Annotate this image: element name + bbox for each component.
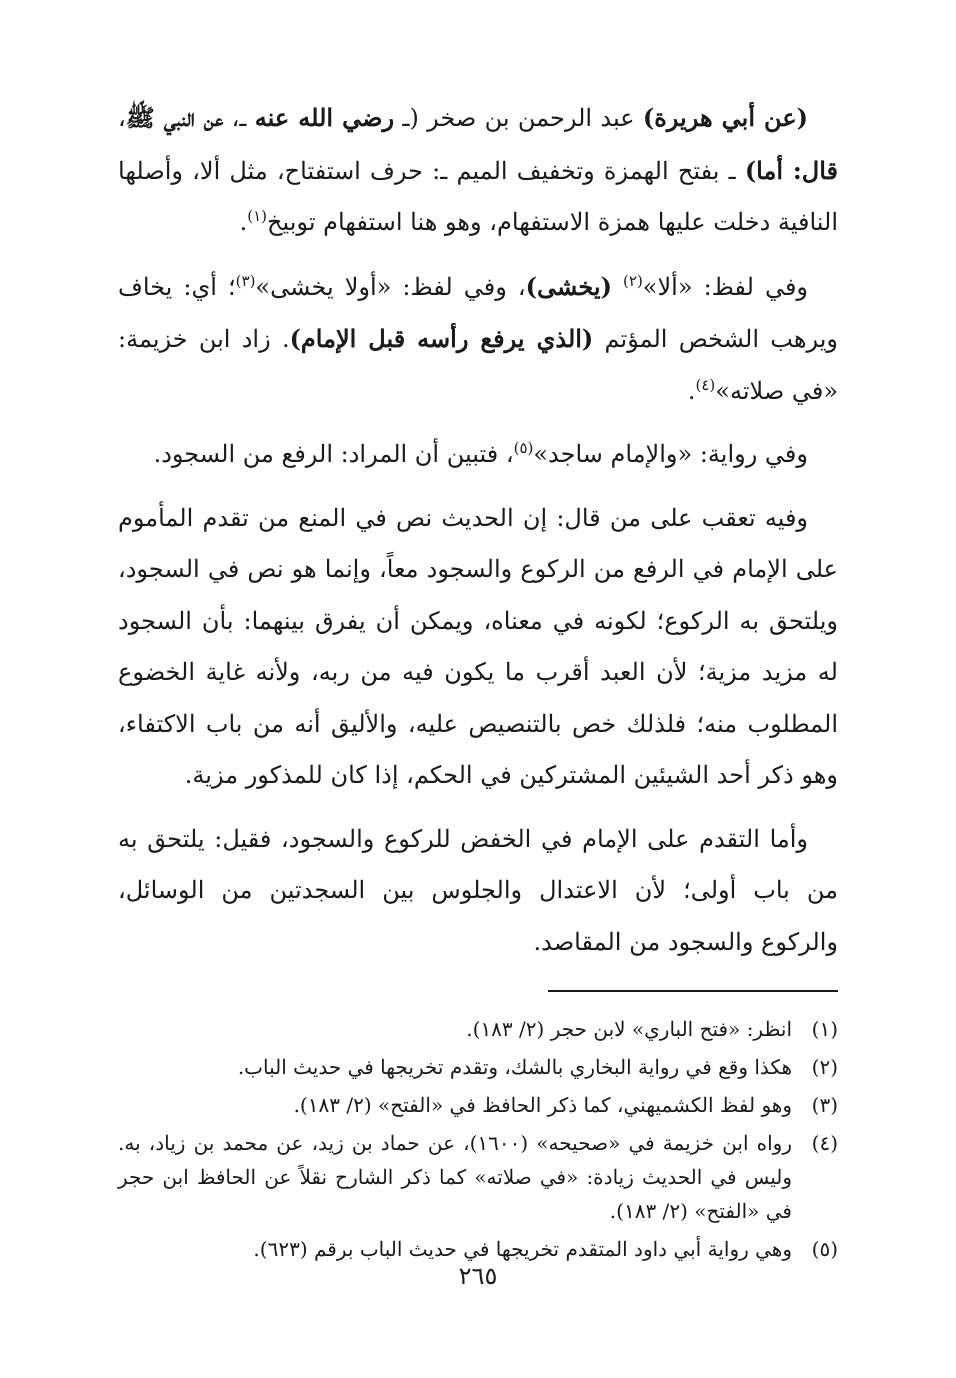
bold-phrase: (يخشى) [525,271,612,301]
text-span: ـ، [223,104,255,132]
paragraph-4: وفيه تعقب على من قال: إن الحديث نص في المنع من تقدم المأموم على الإمام في الرفع من الركوع والسجود معاً، وإنما هو نص في السجود، ويلتحق به الركوع؛ لكونه في معناه، ويمكن أن يفرق بينهما: بأن السجود له مزيد مزية؛ لأن العبد أقرب ما يكون فيه من ربه، ولأنه غاية الخضوع المطلوب منه؛ فلذلك خص بالتنصيص عليه، والأليق أنه من باب الاكتفاء، وهو ذكر أحد الشيئين المشتركين في الحكم، إذا كان للمذكور مزية. [118,503,839,789]
text-span: ـ بفتح الهمزة وتخفيف الميم ـ: حرف استفتاح، مثل ألا، وأصلها النافية دخلت عليها همزة الاستفهام، وهو هنا استفهام توبيخ [118,156,838,236]
footnote-1 [118,1012,838,1046]
footnote-3 [118,1088,838,1122]
footnote-ref-1[interactable]: (١) [247,207,268,225]
footnote-ref-5[interactable]: (٥) [513,439,534,457]
footnote-number: (٢) [811,1055,838,1079]
footnote-ref-4[interactable]: (٤) [695,375,716,394]
footnotes [118,1012,838,1266]
footnote-2 [118,1050,838,1084]
footnote-ref-2[interactable]: (٢) [623,271,643,290]
footnote-text: هكذا وقع في رواية البخاري بالشك، وتقدم تخريجها في حديث الباب. [237,1055,792,1079]
text-span: وفي لفظ: «ألا» [642,272,809,301]
text-span: ؛ أي: يخاف ويرهب الشخص المؤتم [118,272,839,353]
footnote-number: (٣) [811,1093,838,1117]
text-span: ، فتبين أن المراد: الرفع من السجود. [153,440,514,468]
text-span: . [687,376,696,405]
bold-phrase: قال: أما) [744,155,838,185]
footnote-separator [548,990,838,992]
footnote-number: (٥) [811,1237,838,1261]
text-span: . زاد ابن خزيمة: «في صلاته» [118,325,838,405]
footnote-number: (١) [811,1017,838,1041]
paragraph-3 [118,429,838,481]
bold-phrase: عن النبي ﷺ [125,103,224,132]
paragraph-5: وأما التقدم على الإمام في الخفض للركوع والسجود، فقيل: يلتحق به من باب أولى؛ لأن الاعتدال والجلوس بين السجدتين من الوسائل، والركوع والسجود من المقاصد. [118,824,838,956]
page-number: ٢٦٥ [458,1262,498,1290]
footnote-text: وهي رواية أبي داود المتقدم تخريجها في حديث الباب برقم (٦٢٣). [253,1237,792,1261]
footnote-ref-3[interactable]: (٣) [235,271,256,290]
text-span: عبد الرحمن بن صخر (ـ [394,104,643,132]
text-span: وفي رواية: «والإمام ساجد» [533,440,808,468]
footnote-5 [118,1232,838,1266]
footnote-text: رواه ابن خزيمة في «صحيحه» (١٦٠٠)، عن حماد بن زيد، عن محمد بن زياد، به. وليس في الحديث زيادة: «في صلاته» كما ذكر الشارح نقلاً عن الحافظ ابن حجر في «الفتح» (٢/ ١٨٣). [118,1131,792,1223]
footnote-text: وهو لفظ الكشميهني، كما ذكر الحافظ في «الفتح» (٢/ ١٨٣). [293,1093,792,1117]
bold-phrase: (عن أبي هريرة) [642,103,809,132]
text-span: ، وفي لفظ: «أولا يخشى» [255,272,526,301]
footnote-number: (٤) [811,1131,838,1155]
footnote-4 [118,1126,838,1228]
text-span [612,273,623,301]
page-body [118,92,838,1270]
paragraph-2 [118,261,838,418]
paragraph-1 [118,92,838,249]
bold-phrase: (الذي يرفع رأسه قبل الإمام) [289,324,594,353]
text-span: ، [118,104,126,132]
bold-phrase: رضي الله عنه [254,103,395,132]
footnote-text: انظر: «فتح الباري» لابن حجر (٢/ ١٨٣). [466,1017,792,1041]
text-span: . [239,208,248,236]
